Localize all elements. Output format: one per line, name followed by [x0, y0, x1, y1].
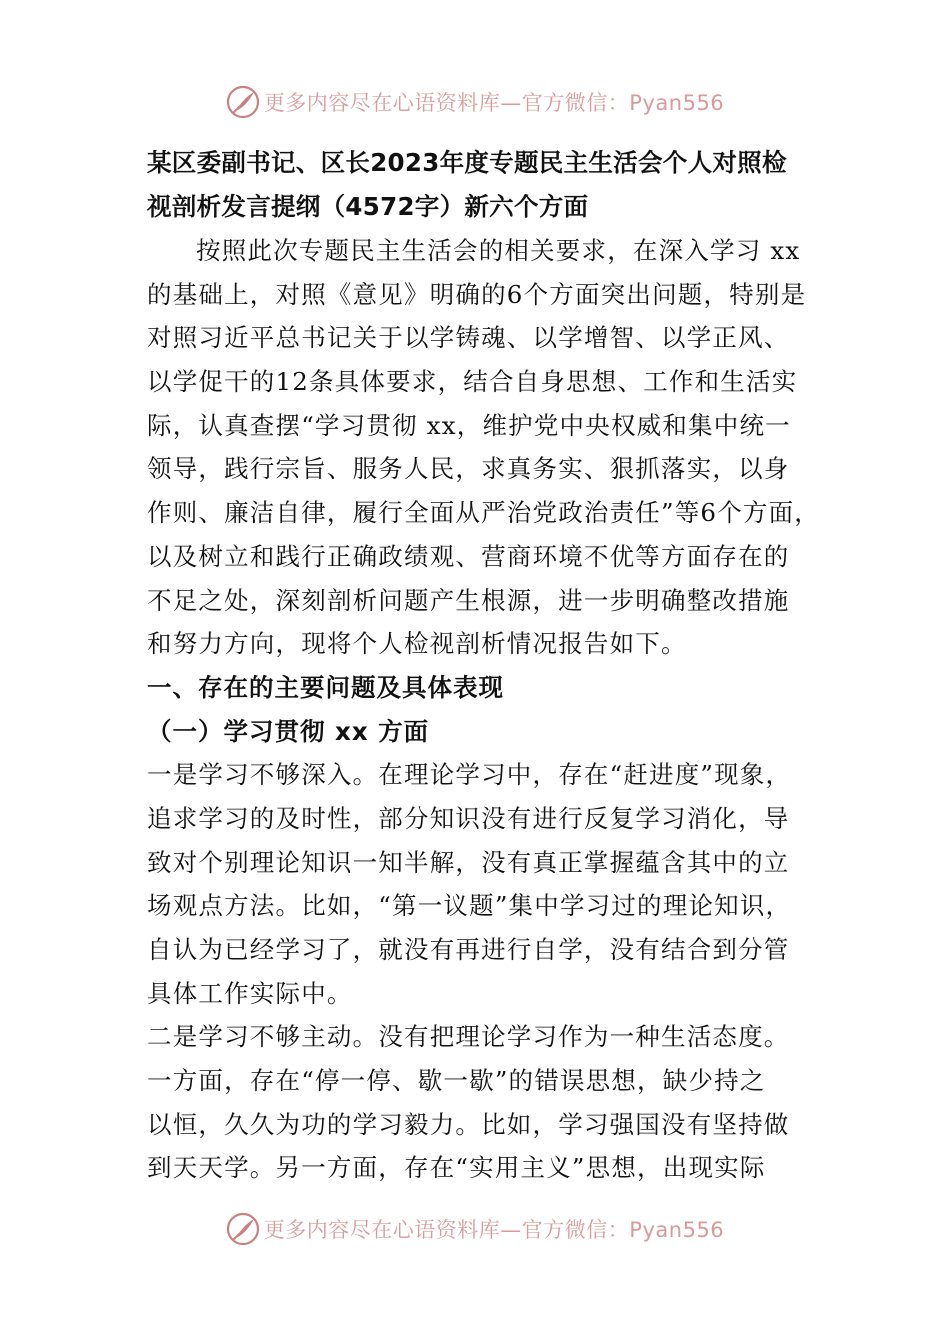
subsection-heading: （一）学习贯彻 xx 方面: [147, 716, 430, 746]
watermark-header: [0, 82, 950, 122]
intro-line: 以学促干的12条具体要求，结合自身思想、工作和生活实: [147, 367, 798, 397]
intro-line: 际，认真查摆“学习贯彻 xx，维护党中央权威和集中统一: [147, 410, 791, 440]
paragraph-line: 追求学习的及时性，部分知识没有进行反复学习消化，导: [147, 803, 790, 833]
intro-line: 领导，践行宗旨、服务人民，求真务实、狠抓落实，以身: [147, 454, 790, 484]
intro-line: 按照此次专题民主生活会的相关要求，在深入学习 xx: [196, 236, 801, 265]
intro-line: 不足之处，深刻剖析问题产生根源，进一步明确整改措施: [147, 585, 790, 615]
quill-logo-icon: [226, 85, 260, 119]
paragraph-line: 到天天学。另一方面，存在“实用主义”思想，出现实际: [147, 1153, 766, 1183]
watermark-text: 更多内容尽在心语资料库—官方微信：Pyan556: [263, 91, 725, 115]
paragraph-line: 一方面，存在“停一停、歇一歇”的错误思想，缺少持之: [147, 1066, 766, 1096]
intro-line: 对照习近平总书记关于以学铸魂、以学增智、以学正风、: [147, 323, 790, 353]
paragraph-line: 二是学习不够主动。没有把理论学习作为一种生活态度。: [147, 1022, 790, 1052]
watermark-text: 更多内容尽在心语资料库—官方微信：Pyan556: [263, 1218, 725, 1242]
intro-line: 的基础上，对照《意见》明确的6个方面突出问题，特别是: [147, 279, 807, 309]
paragraph-line: 自认为已经学习了，就没有再进行自学，没有结合到分管: [147, 935, 790, 964]
paragraph-line: 以恒，久久为功的学习毅力。比如，学习强国没有坚持做: [147, 1109, 790, 1139]
paragraph-line: 具体工作实际中。: [147, 978, 353, 1008]
watermark-footer: [0, 1209, 950, 1249]
document-title-line-2: 视剖析发言提纲（4572字）新六个方面: [147, 192, 589, 221]
intro-line: 作则、廉洁自律，履行全面从严治党政治责任”等6个方面，: [147, 498, 821, 528]
section-heading: 一、存在的主要问题及具体表现: [147, 672, 504, 702]
intro-line: 以及树立和践行正确政绩观、营商环境不优等方面存在的: [147, 541, 790, 571]
document-body: [147, 141, 827, 1190]
paragraph-line: 场观点方法。比如，“第一议题”集中学习过的理论知识，: [147, 891, 792, 921]
document-title-line-1: 某区委副书记、区长2023年度专题民主生活会个人对照检: [147, 148, 787, 177]
quill-logo-icon: [226, 1212, 260, 1246]
paragraph-line: 一是学习不够深入。在理论学习中，存在“赶进度”现象，: [147, 760, 792, 790]
paragraph-line: 致对个别理论知识一知半解，没有真正掌握蕴含其中的立: [147, 847, 790, 877]
intro-line: 和努力方向，现将个人检视剖析情况报告如下。: [147, 629, 687, 659]
